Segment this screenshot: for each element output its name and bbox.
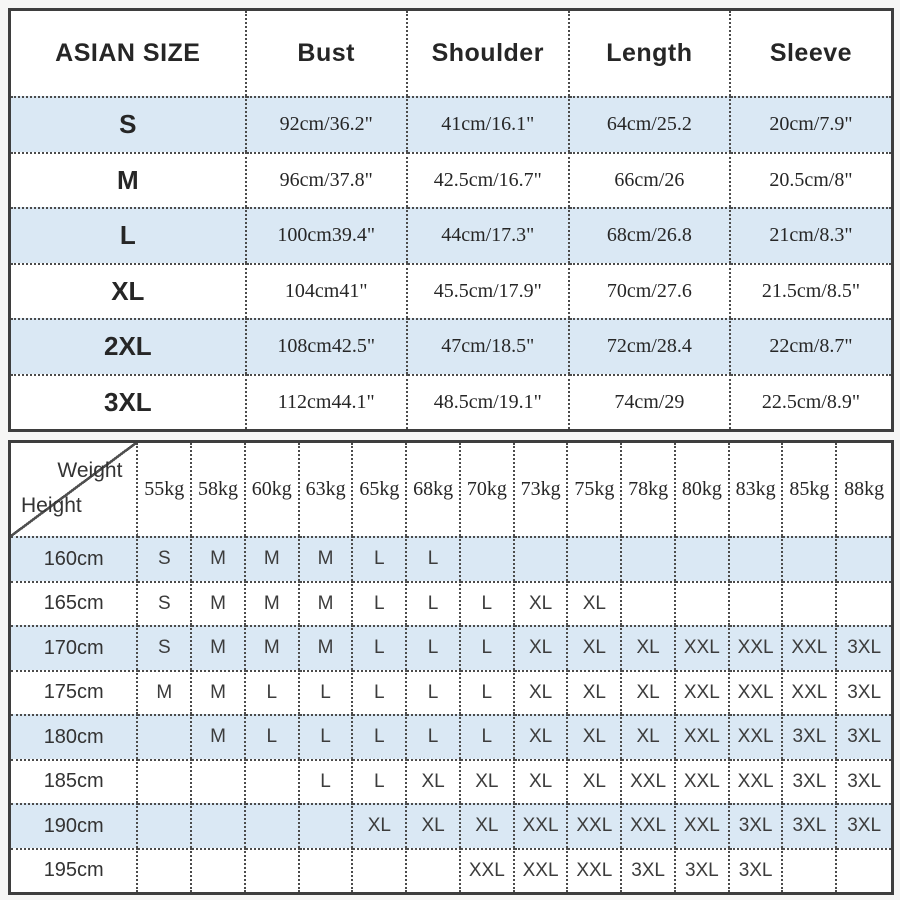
size-recommendation-cell: 3XL [676,848,730,893]
measurement-cell: 21.5cm/8.5" [731,263,891,319]
size-recommendation-cell: 3XL [783,803,837,848]
size-recommendation-cell: XL [568,581,622,626]
size-recommendation-cell: XXL [676,803,730,848]
height-row-label: 175cm [11,670,138,715]
size-recommendation-cell [138,714,192,759]
size-recommendation-cell: M [300,536,354,581]
size-row-label: M [11,152,247,208]
size-recommendation-cell: M [192,714,246,759]
size-recommendation-cell: L [407,536,461,581]
size-recommendation-cell [246,759,300,804]
size-recommendation-cell [138,848,192,893]
size-recommendation-cell [783,536,837,581]
size-recommendation-cell [568,536,622,581]
size-recommendation-cell [730,581,784,626]
size-recommendation-cell: XXL [730,670,784,715]
size-recommendation-cell: L [353,581,407,626]
size-recommendation-cell [192,803,246,848]
size-recommendation-cell: L [407,625,461,670]
size-recommendation-cell: XL [515,625,569,670]
measurement-cell: 21cm/8.3" [731,207,891,263]
size-recommendation-cell: XL [353,803,407,848]
size-recommendation-cell: L [461,714,515,759]
corner-height-label: Height [21,494,82,517]
size-recommendation-cell: XL [622,714,676,759]
size-recommendation-cell: M [246,625,300,670]
size-recommendation-cell: M [138,670,192,715]
measurement-cell: 70cm/27.6 [570,263,731,319]
weight-column-header: 58kg [192,443,246,536]
measurement-cell: 48.5cm/19.1" [408,374,570,430]
size-recommendation-cell [783,848,837,893]
weight-column-header: 65kg [353,443,407,536]
size-recommendation-cell: XL [622,625,676,670]
size-recommendation-cell: S [138,625,192,670]
size-row-label: L [11,207,247,263]
size-recommendation-cell: XL [568,759,622,804]
size-recommendation-cell [837,848,891,893]
size-recommendation-cell: L [407,581,461,626]
size-recommendation-cell: XL [622,670,676,715]
size-recommendation-cell: L [461,581,515,626]
asian-size-measurement-grid [11,11,891,429]
weight-column-header: 80kg [676,443,730,536]
size-recommendation-cell: L [353,536,407,581]
measurement-cell: 66cm/26 [570,152,731,208]
size-recommendation-cell: M [192,625,246,670]
size-recommendation-cell: XXL [461,848,515,893]
size-recommendation-cell: L [461,670,515,715]
size-recommendation-cell: S [138,581,192,626]
corner-cell [11,443,138,536]
size-row-label: 2XL [11,318,247,374]
size-recommendation-cell [622,581,676,626]
height-row-label: 180cm [11,714,138,759]
asian-size-measurement-table [8,8,894,432]
measurement-cell: 22cm/8.7" [731,318,891,374]
size-recommendation-cell: XL [568,670,622,715]
weight-column-header: 63kg [300,443,354,536]
size-recommendation-cell [407,848,461,893]
size-recommendation-cell [837,536,891,581]
measurement-cell: 92cm/36.2" [247,96,408,152]
size-recommendation-cell: 3XL [622,848,676,893]
size-recommendation-cell: 3XL [837,803,891,848]
size-recommendation-cell: XXL [730,625,784,670]
size-recommendation-cell: L [407,714,461,759]
size-recommendation-cell: L [353,714,407,759]
measurement-cell: 45.5cm/17.9" [408,263,570,319]
measurement-cell: 104cm41" [247,263,408,319]
size-recommendation-cell: L [353,759,407,804]
size-recommendation-cell: XXL [676,714,730,759]
measurement-cell: 41cm/16.1" [408,96,570,152]
size-recommendation-cell: M [300,625,354,670]
size-recommendation-cell: 3XL [837,625,891,670]
size-recommendation-cell [622,536,676,581]
measurement-cell: 20.5cm/8" [731,152,891,208]
size-recommendation-cell: XXL [622,759,676,804]
measurement-cell: 108cm42.5" [247,318,408,374]
size-recommendation-cell: 3XL [837,670,891,715]
weight-column-header: 78kg [622,443,676,536]
size-row-label: S [11,96,247,152]
size-recommendation-cell: L [246,714,300,759]
size-recommendation-cell [783,581,837,626]
size-recommendation-cell: XL [515,670,569,715]
size-recommendation-cell: L [246,670,300,715]
size-recommendation-cell: XL [515,714,569,759]
size-recommendation-cell: L [407,670,461,715]
measurement-cell: 112cm44.1" [247,374,408,430]
height-row-label: 160cm [11,536,138,581]
size-recommendation-cell [461,536,515,581]
size-recommendation-cell: M [192,670,246,715]
size-recommendation-cell: 3XL [837,759,891,804]
size-recommendation-cell: L [300,670,354,715]
size-recommendation-cell: XL [407,759,461,804]
measurement-cell: 64cm/25.2 [570,96,731,152]
height-row-label: 170cm [11,625,138,670]
height-weight-size-grid [11,443,891,892]
size-recommendation-cell: 3XL [730,848,784,893]
size-recommendation-cell: XL [461,759,515,804]
size-recommendation-cell: 3XL [837,714,891,759]
size-recommendation-cell: XL [568,625,622,670]
size-recommendation-cell: XXL [676,670,730,715]
height-row-label: 195cm [11,848,138,893]
size-recommendation-cell [246,848,300,893]
size-recommendation-cell [300,848,354,893]
size-recommendation-cell: XXL [515,803,569,848]
size-row-label: XL [11,263,247,319]
size-recommendation-cell: XL [515,759,569,804]
size-recommendation-cell [300,803,354,848]
size-recommendation-cell: XXL [515,848,569,893]
size-recommendation-cell: XXL [783,625,837,670]
weight-column-header: 83kg [730,443,784,536]
size-recommendation-cell: S [138,536,192,581]
size-recommendation-cell: XXL [568,803,622,848]
weight-column-header: 73kg [515,443,569,536]
size-recommendation-cell: 3XL [730,803,784,848]
height-row-label: 190cm [11,803,138,848]
measurement-cell: 44cm/17.3" [408,207,570,263]
height-weight-size-table [8,440,894,895]
size-recommendation-cell [676,581,730,626]
size-recommendation-cell: XL [461,803,515,848]
size-recommendation-cell: XXL [730,714,784,759]
weight-column-header: 60kg [246,443,300,536]
size-recommendation-cell: L [353,670,407,715]
size-recommendation-cell: M [246,536,300,581]
size-recommendation-cell: M [300,581,354,626]
size-recommendation-cell: XXL [568,848,622,893]
measurement-cell: 96cm/37.8" [247,152,408,208]
size-column-header: Shoulder [408,11,570,96]
measurement-cell: 72cm/28.4 [570,318,731,374]
size-recommendation-cell: L [461,625,515,670]
measurement-cell: 100cm39.4" [247,207,408,263]
measurement-cell: 22.5cm/8.9" [731,374,891,430]
size-recommendation-cell [138,759,192,804]
size-recommendation-cell: M [192,581,246,626]
corner-weight-label: Weight [57,459,123,482]
height-row-label: 185cm [11,759,138,804]
measurement-cell: 68cm/26.8 [570,207,731,263]
weight-column-header: 55kg [138,443,192,536]
size-recommendation-cell: L [300,759,354,804]
size-recommendation-cell: XXL [783,670,837,715]
size-recommendation-cell: M [246,581,300,626]
measurement-cell: 20cm/7.9" [731,96,891,152]
size-row-label: 3XL [11,374,247,430]
size-recommendation-cell [730,536,784,581]
weight-column-header: 68kg [407,443,461,536]
size-recommendation-cell: 3XL [783,759,837,804]
weight-column-header: 85kg [783,443,837,536]
size-recommendation-cell [246,803,300,848]
size-recommendation-cell [353,848,407,893]
size-recommendation-cell [138,803,192,848]
size-recommendation-cell: XL [515,581,569,626]
measurement-cell: 42.5cm/16.7" [408,152,570,208]
height-row-label: 165cm [11,581,138,626]
size-recommendation-cell: XXL [676,625,730,670]
size-column-header: Bust [247,11,408,96]
size-recommendation-cell: XXL [622,803,676,848]
size-recommendation-cell [515,536,569,581]
size-column-header: Sleeve [769,39,853,67]
size-recommendation-cell [837,581,891,626]
weight-column-header: 88kg [844,478,885,500]
measurement-cell: 74cm/29 [570,374,731,430]
size-recommendation-cell [192,848,246,893]
size-recommendation-cell: XXL [676,759,730,804]
measurement-cell: 47cm/18.5" [408,318,570,374]
size-recommendation-cell [676,536,730,581]
size-recommendation-cell [192,759,246,804]
size-recommendation-cell: L [300,714,354,759]
size-recommendation-cell: 3XL [783,714,837,759]
size-column-header: ASIAN SIZE [11,11,247,96]
size-recommendation-cell: M [192,536,246,581]
size-recommendation-cell: XL [407,803,461,848]
size-column-header: Length [570,11,731,96]
size-recommendation-cell: XL [568,714,622,759]
weight-column-header: 75kg [568,443,622,536]
size-recommendation-cell: XXL [730,759,784,804]
weight-column-header: 70kg [461,443,515,536]
size-recommendation-cell: L [353,625,407,670]
